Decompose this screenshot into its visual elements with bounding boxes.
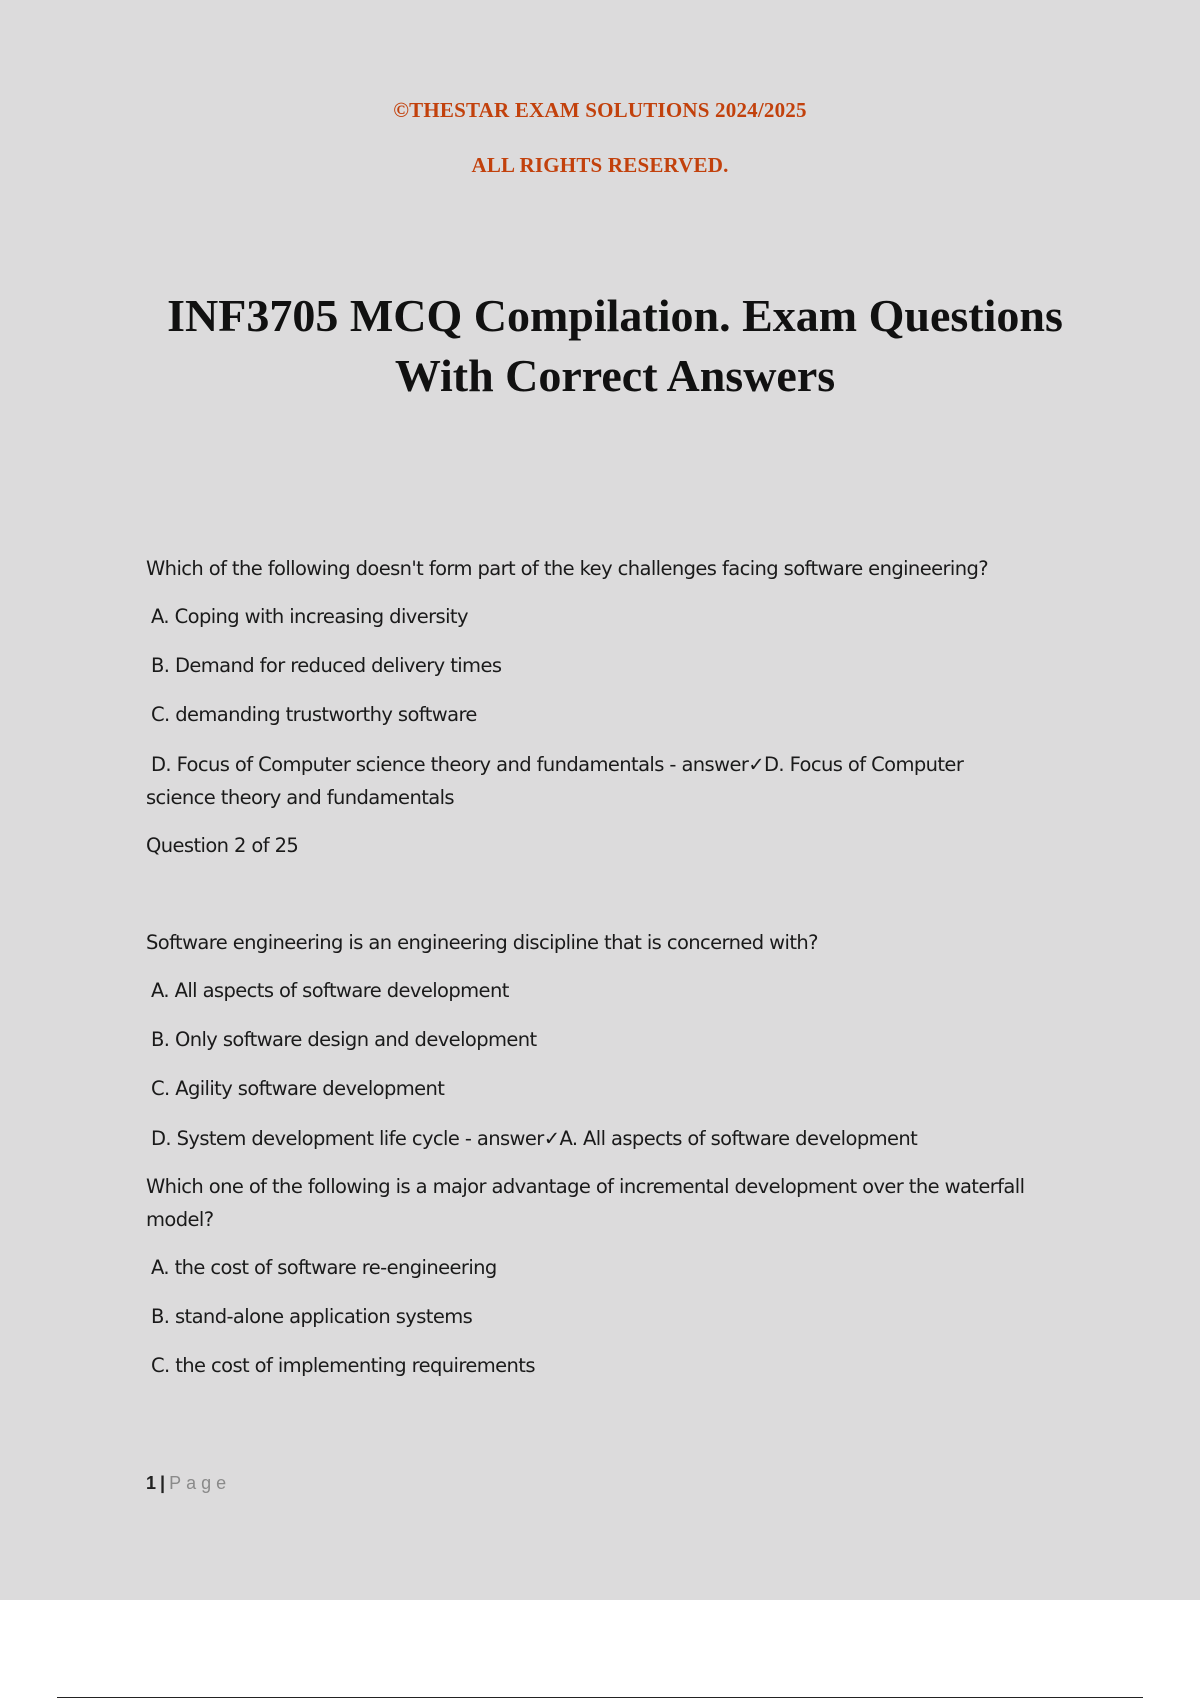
question-2-option-b: B. Only software design and development bbox=[151, 1028, 537, 1051]
copyright-header: ©THESTAR EXAM SOLUTIONS 2024/2025 bbox=[393, 98, 807, 122]
question-3-text-continued: model? bbox=[146, 1208, 214, 1231]
question-2-option-a: A. All aspects of software development bbox=[151, 979, 509, 1002]
question-3-option-a: A. the cost of software re-engineering bbox=[151, 1256, 497, 1279]
question-2-option-d: D. System development life cycle - answer✓A. All aspects of software development bbox=[151, 1127, 918, 1150]
title-line-2: With Correct Answers bbox=[394, 350, 836, 401]
rights-reserved-header: ALL RIGHTS RESERVED. bbox=[471, 153, 729, 177]
question-1-option-c: C. demanding trustworthy software bbox=[151, 703, 477, 726]
page-footer bbox=[146, 1473, 231, 1494]
question-counter: Question 2 of 25 bbox=[146, 834, 299, 857]
question-1-option-d-continued: science theory and fundamentals bbox=[146, 786, 454, 809]
footer-separator: | bbox=[160, 1473, 166, 1493]
question-2-text: Software engineering is an engineering discipline that is concerned with? bbox=[146, 931, 818, 954]
question-1-option-a: A. Coping with increasing diversity bbox=[151, 605, 468, 628]
bottom-divider bbox=[57, 1697, 1143, 1698]
title-line-1: INF3705 MCQ Compilation. Exam Questions bbox=[167, 290, 1063, 341]
question-3-option-c: C. the cost of implementing requirements bbox=[151, 1354, 535, 1377]
question-1-option-b: B. Demand for reduced delivery times bbox=[151, 654, 502, 677]
question-2-option-c: C. Agility software development bbox=[151, 1077, 445, 1100]
page-number: 1 bbox=[146, 1473, 157, 1493]
question-3-option-b: B. stand-alone application systems bbox=[151, 1305, 473, 1328]
document-title bbox=[120, 286, 1110, 406]
question-1-text: Which of the following doesn't form part of the key challenges facing software engineering? bbox=[146, 557, 989, 580]
questions-body bbox=[146, 552, 1096, 1382]
question-3-text: Which one of the following is a major advantage of incremental development over the waterfall bbox=[146, 1175, 1025, 1198]
page-label: Page bbox=[169, 1473, 232, 1493]
question-1-option-d: D. Focus of Computer science theory and fundamentals - answer✓D. Focus of Computer bbox=[151, 753, 964, 776]
